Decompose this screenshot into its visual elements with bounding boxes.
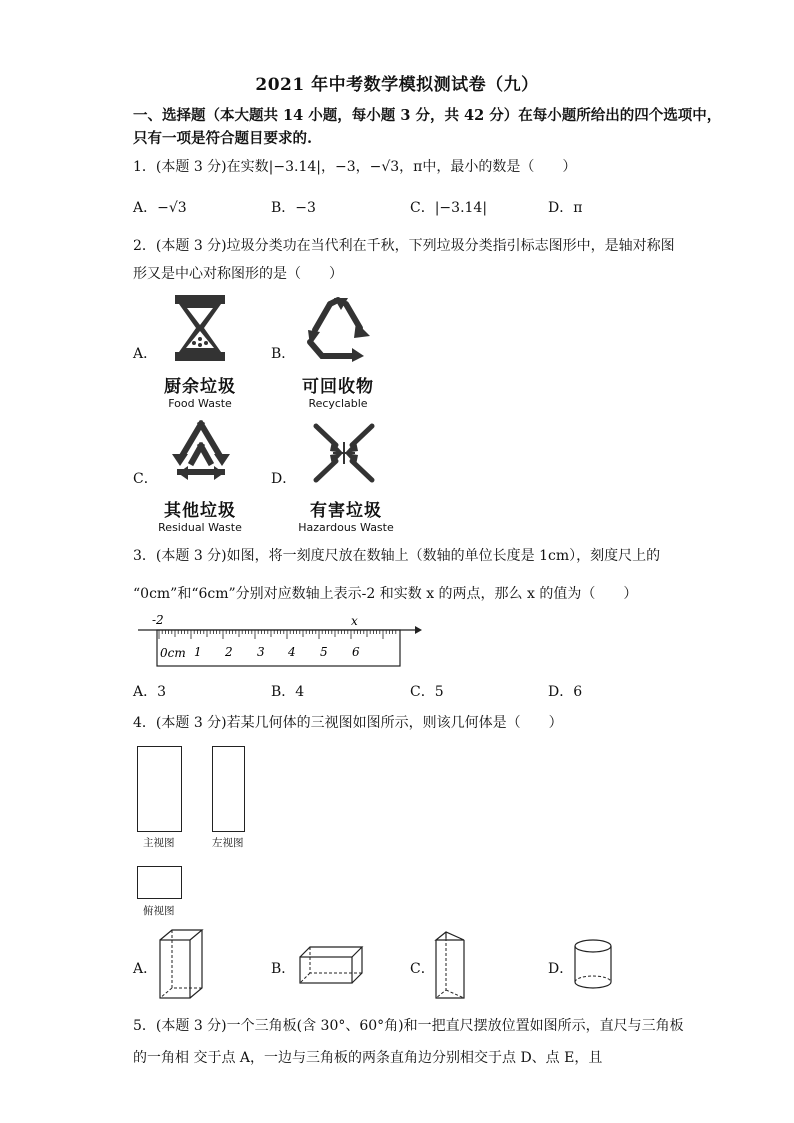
question-5-line2: 的一角相 交于点 A，一边与三角板的两条直角边分别相交于点 D、点 E，且 [133,1050,603,1066]
q2-option-b-letter[interactable]: B． [271,346,296,362]
sign-b-cn-label: 可回收物 [302,377,374,397]
triangular-prism-figure [434,930,468,1000]
tall-cuboid-figure [158,928,204,1000]
section-header-line1: 一、选择题（本大题共 14 小题，每小题 3 分，共 42 分）在每小题所给出的四个选项中， [133,107,722,124]
sign-c-en-label: Residual Waste [158,521,242,534]
q3-option-b[interactable]: B．4 [271,684,305,700]
q1-option-c[interactable]: C．|−3.14| [410,200,488,216]
page-title: 2021 年中考数学模拟测试卷（九） [255,75,539,95]
cylinder-figure [572,938,614,990]
ruler-label-3: 3 [257,645,265,659]
ruler-label-2: 2 [225,645,233,659]
q4-option-b-letter[interactable]: B． [271,961,296,977]
sign-c-cn-label: 其他垃圾 [164,501,236,521]
ruler-label-4: 4 [288,645,296,659]
sign-a-cn-label: 厨余垃圾 [164,377,236,397]
q4-option-c-letter[interactable]: C． [410,961,435,977]
question-2-line1: 2．(本题 3 分)垃圾分类功在当代利在千秋，下列垃圾分类指引标志图形中，是轴对称图 [133,238,675,254]
front-view-rect [137,746,182,832]
q3-option-a[interactable]: A．3 [133,684,167,700]
question-3-line2: “0cm”和“6cm”分别对应数轴上表示-2 和实数 x 的两点，那么 x 的值为（ ） [133,586,638,602]
ruler-label-1: 1 [194,645,202,659]
q2-option-d-letter[interactable]: D． [271,471,297,487]
sign-b-en-label: Recyclable [308,397,368,410]
question-4-text: 4．(本题 3 分)若某几何体的三视图如图所示，则该几何体是（ ） [133,715,563,731]
q1-option-a[interactable]: A．−√3 [133,200,187,216]
top-view-label: 俯视图 [143,905,175,917]
question-5-line1: 5．(本题 3 分)一个三角板(含 30°、60°角)和一把直尺摆放位置如图所示，直尺与三角板 [133,1018,684,1034]
axis-x-label: x [351,614,358,628]
sign-d-en-label: Hazardous Waste [298,521,394,534]
recycle-icon [300,296,376,362]
hourglass-icon [173,294,227,362]
left-view-label: 左视图 [212,837,244,849]
q4-option-a-letter[interactable]: A． [133,961,158,977]
q4-option-d-letter[interactable]: D． [548,961,574,977]
sign-d-cn-label: 有害垃圾 [310,501,382,521]
q1-option-d[interactable]: D．π [548,200,583,216]
top-view-rect [137,866,182,899]
residual-arrows-icon [170,420,232,488]
question-2-line2: 形又是中心对称图形的是（ ） [133,266,343,282]
q2-option-a-letter[interactable]: A． [133,346,158,362]
axis-left-label: -2 [152,613,164,627]
q2-option-c-letter[interactable]: C． [133,471,158,487]
q3-option-d[interactable]: D．6 [548,684,583,700]
ruler-label-6: 6 [352,645,360,659]
question-1-text: 1．(本题 3 分)在实数|−3.14|，−3，−√3，π中，最小的数是（ ） [133,159,577,175]
question-3-line1: 3．(本题 3 分)如图，将一刻度尺放在数轴上（数轴的单位长度是 1cm），刻度尺上的 [133,548,661,564]
ruler-label-0: 0cm [160,646,186,660]
q3-option-c[interactable]: C．5 [410,684,444,700]
left-view-rect [212,746,245,832]
ruler-number-line-figure [130,612,430,672]
sign-a-en-label: Food Waste [168,397,232,410]
ruler-label-5: 5 [320,645,328,659]
hazard-cross-icon [310,420,378,486]
section-header-line2: 只有一项是符合题目要求的. [133,130,313,147]
front-view-label: 主视图 [143,837,175,849]
flat-cuboid-figure [298,945,364,985]
q1-option-b[interactable]: B．−3 [271,200,316,216]
